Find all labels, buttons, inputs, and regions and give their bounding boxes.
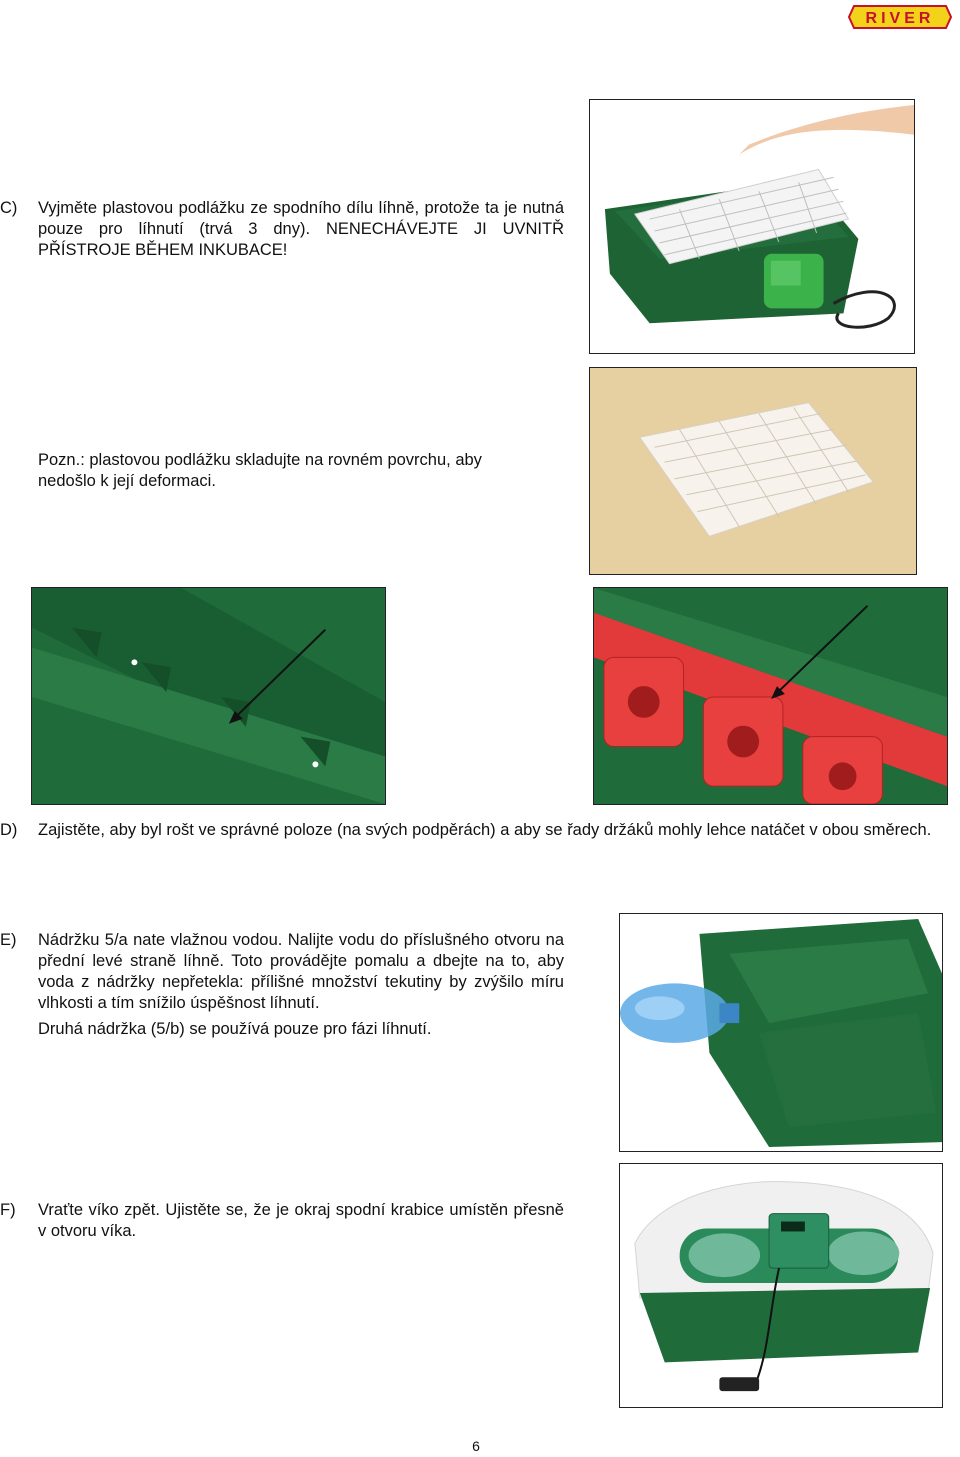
- photo-grid-storage: [589, 367, 917, 575]
- page-number: 6: [472, 1438, 480, 1454]
- section-e-body: [38, 930, 564, 1040]
- section-c-note: Pozn.: plastovou podlážku skladujte na rovném povrchu, aby nedošlo k její deformaci.: [38, 451, 482, 490]
- photo-rail-support: [31, 587, 386, 805]
- photo-egg-holders: [593, 587, 948, 805]
- logo-text: RIVER: [865, 10, 935, 27]
- section-e-marker: E): [0, 931, 17, 949]
- photo-closed-incubator: [619, 1163, 943, 1408]
- river-logo: [848, 4, 952, 30]
- section-d-marker: D): [0, 821, 18, 839]
- photo-remove-grid: [589, 99, 915, 354]
- section-c-text: Vyjměte plastovou podlážku ze spodního dílu líhně, protože ta je nutná pouze pro líhnutí (trvá 3 dny). NENECHÁVEJTE JI UVNITŘ PŘÍSTROJE BĚHEM INKUBACE!: [38, 199, 564, 259]
- section-f-text: Vraťte víko zpět. Ujistěte se, že je okraj spodní krabice umístěn přesně v otvoru víka.: [38, 1201, 564, 1240]
- section-e-text2: Druhá nádržka (5/b) se používá pouze pro fázi líhnutí.: [38, 1020, 432, 1038]
- section-d-text: Zajistěte, aby byl rošt ve správné poloze (na svých podpěrách) a aby se řady držáků mohly lehce natáčet v obou směrech.: [38, 821, 932, 839]
- section-c-marker: C): [0, 199, 18, 217]
- section-e-text: Nádržku 5/a nate vlažnou vodou. Nalijte vodu do příslušného otvoru na přední levé straně líhně. Toto provádějte pomalu a dbejte na to, aby voda z nádržky nepřetekla: přílišné množství tekutiny by zvýšilo míru vlhkosti a tím snížilo úspěšnost líhnutí.: [38, 931, 564, 1012]
- section-f-marker: F): [0, 1201, 16, 1219]
- photo-fill-water: [619, 913, 943, 1152]
